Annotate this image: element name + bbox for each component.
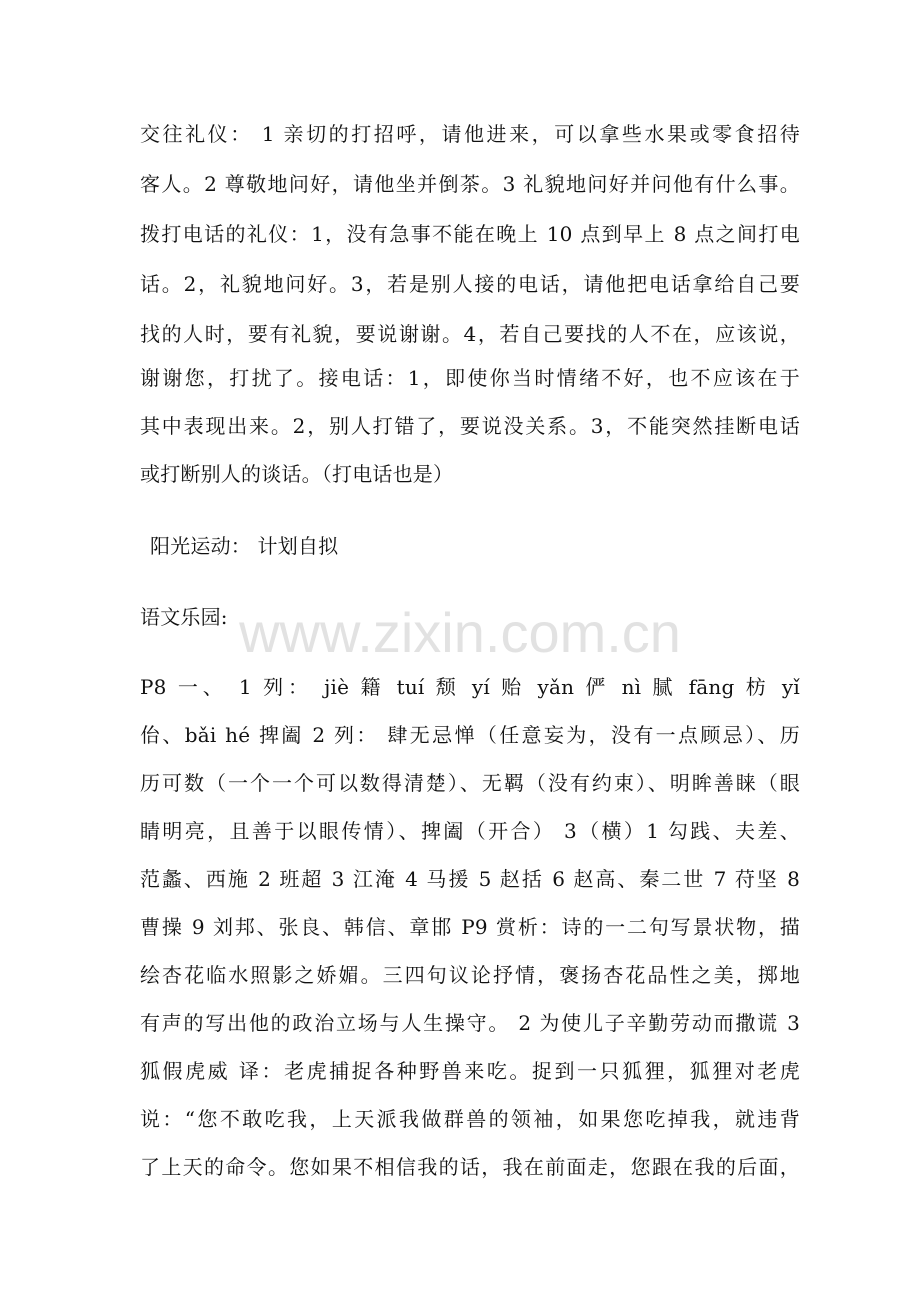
text-line: P8 一、 1 列： jiè 籍 tuí 颓 yí 贻 yǎn 俨 nì 腻 fāng 枋 yǐ: [140, 675, 800, 699]
text-line: 话。2，礼貌地问好。3，若是别人接的电话，请他把电话拿给自己要: [140, 272, 800, 296]
text-line: 或打断别人的谈话。（打电话也是）: [140, 462, 454, 486]
text-line: 拨打电话的礼仪：1，没有急事不能在晚上 10 点到早上 8 点之间打电: [140, 222, 800, 246]
text-line: 睛明亮，且善于以眼传情）、捭阖（开合） 3（横）1 勾践、夫差、: [140, 819, 800, 843]
text-line: 谢谢您，打扰了。接电话：1，即使你当时情绪不好，也不应该在于: [140, 366, 800, 390]
text-line: 范蠡、西施 2 班超 3 江淹 4 马援 5 赵括 6 赵高、秦二世 7 苻坚 8: [140, 867, 800, 891]
sunshine-sport-line: 阳光运动： 计划自拟: [150, 534, 339, 558]
text-line: 狐假虎威 译：老虎捕捉各种野兽来吃。捉到一只狐狸，狐狸对老虎: [140, 1059, 800, 1083]
text-line: 找的人时，要有礼貌，要说谢谢。4，若自己要找的人不在，应该说，: [140, 322, 800, 346]
text-line: 交往礼仪： 1 亲切的打招呼，请他进来，可以拿些水果或零食招待: [140, 122, 800, 146]
text-line: 有声的写出他的政治立场与人生操守。 2 为使儿子辛勤劳动而撒谎 3: [140, 1011, 800, 1035]
text-line: 曹操 9 刘邦、张良、韩信、章邯 P9 赏析：诗的一二句写景状物，描: [140, 915, 800, 939]
text-line: 说：“您不敢吃我，上天派我做群兽的领袖，如果您吃掉我，就违背: [140, 1107, 800, 1131]
text-line: 佁、bǎi hé 捭阖 2 列： 肆无忌惮（任意妄为，没有一点顾忌）、历: [140, 723, 800, 747]
text-line: 历可数（一个一个可以数得清楚）、无羁（没有约束）、明眸善睐（眼: [140, 771, 800, 795]
text-line: 了上天的命令。您如果不相信我的话，我在前面走，您跟在我的后面，: [140, 1155, 800, 1179]
section-heading: 语文乐园:: [140, 605, 228, 629]
text-line: 其中表现出来。2，别人打错了，要说没关系。3，不能突然挂断电话: [140, 414, 800, 438]
watermark: www.zixin.com.cn: [239, 601, 681, 664]
text-line: 绘杏花临水照影之娇媚。三四句议论抒情，褒扬杏花品性之美，掷地: [140, 963, 800, 987]
text-line: 客人。2 尊敬地问好，请他坐并倒茶。3 礼貌地问好并问他有什么事。: [140, 172, 800, 196]
